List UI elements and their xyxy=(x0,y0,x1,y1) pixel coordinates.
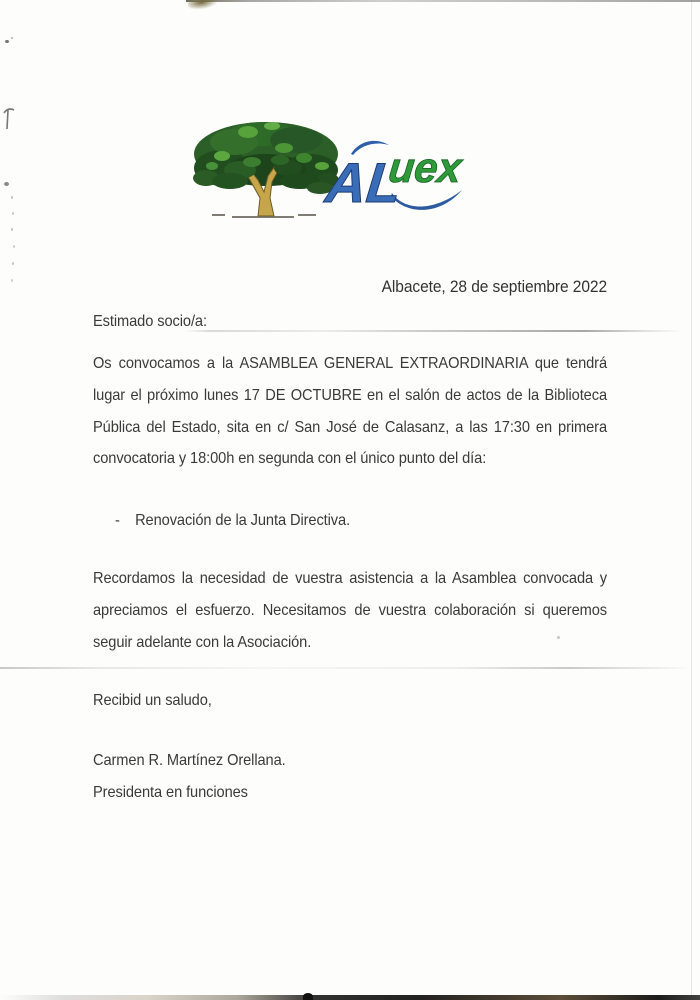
brand-uex: uex xyxy=(386,144,464,191)
scan-artifact xyxy=(11,279,13,282)
swoosh-bottom-icon xyxy=(391,190,462,210)
bullet-item xyxy=(93,505,607,537)
body-line: Os convocamos a la ASAMBLEA GENERAL EXTRAORDINARIA que tendrá xyxy=(93,355,608,372)
body-line: convocatoria y 18:00h en segunda con el único punto del día: xyxy=(93,450,487,468)
signature-name: Carmen R. Martínez Orellana. xyxy=(93,752,286,769)
bullet-text: Renovación de la Junta Directiva. xyxy=(135,512,351,529)
body-line: seguir adelante con la Asociación. xyxy=(93,633,312,651)
brand-wordmark xyxy=(322,138,472,218)
fold-crease-top xyxy=(185,330,683,332)
body-line: lugar el próximo lunes 17 DE OCTUBRE en el salón de actos de la Biblioteca xyxy=(93,386,608,404)
body-line: Recordamos la necesidad de vuestra asistencia a la Asamblea convocada y xyxy=(93,570,608,587)
scan-artifact-smudge xyxy=(188,0,219,11)
signature-block xyxy=(93,745,607,809)
salutation: Estimado socio/a: xyxy=(93,313,207,330)
fold-crease-bottom xyxy=(0,667,692,669)
scan-artifact xyxy=(11,228,13,231)
scan-artifact xyxy=(11,37,13,39)
scan-artifact xyxy=(11,196,13,199)
scan-artifact xyxy=(12,212,14,215)
paragraph-1 xyxy=(93,348,607,475)
scan-artifact xyxy=(12,262,14,265)
closing: Recibid un saludo, xyxy=(93,692,212,709)
scan-artifact xyxy=(4,182,9,186)
scan-artifact xyxy=(303,993,313,1000)
scan-artifact xyxy=(5,40,9,43)
scan-artifact-right-edge xyxy=(691,0,692,1000)
paragraph-2 xyxy=(93,563,607,658)
scan-artifact xyxy=(2,106,16,132)
body-line: apreciamos el esfuerzo. Necesitamos de vuestra colaboración si queremos xyxy=(93,601,608,619)
scan-artifact xyxy=(13,245,15,248)
signature-role: Presidenta en funciones xyxy=(93,784,248,801)
tree-icon xyxy=(192,118,340,220)
dateline: Albacete, 28 de septiembre 2022 xyxy=(381,277,608,296)
brand-al: AL xyxy=(323,151,405,214)
body-line: Pública del Estado, sita en c/ San José de Calasanz, a las 17:30 en primera xyxy=(93,418,608,436)
bullet-marker: - xyxy=(114,512,120,529)
scan-artifact-bottom-edge xyxy=(0,995,700,1000)
scan-artifact-top-edge xyxy=(186,0,700,2)
